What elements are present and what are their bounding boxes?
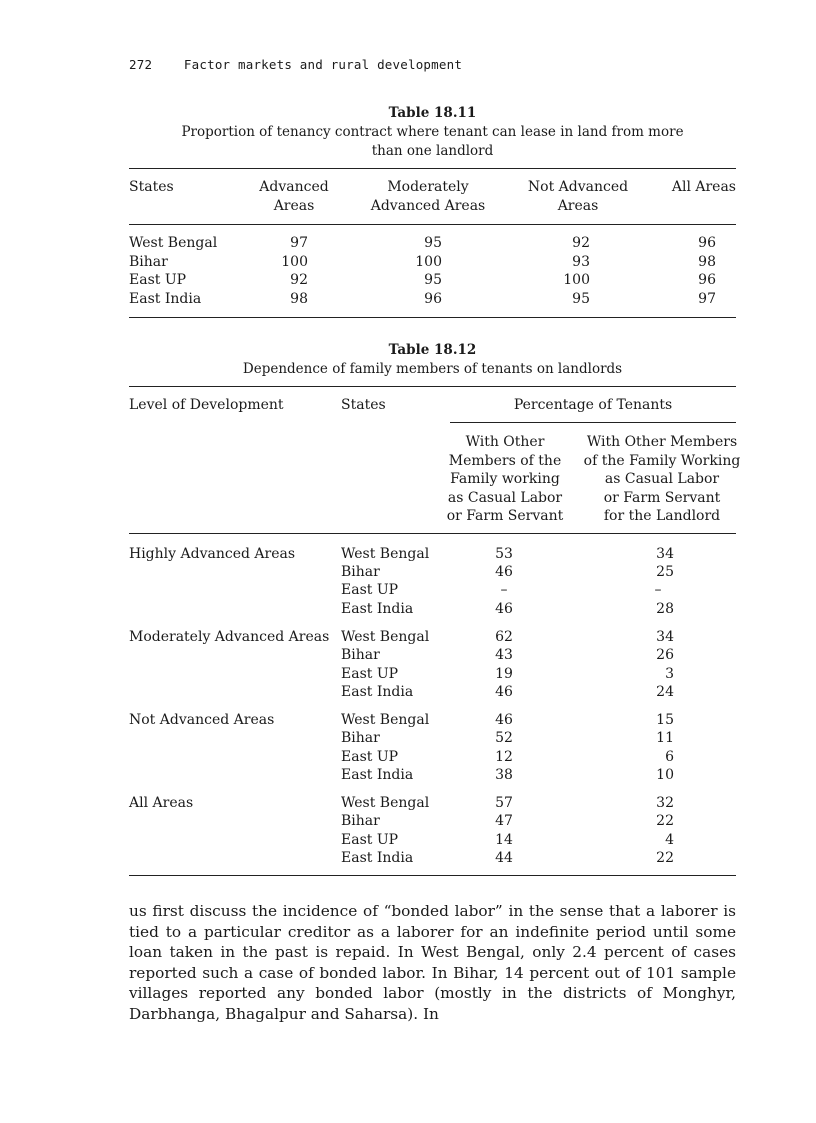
table-18-11-header-rule xyxy=(129,224,736,225)
table-18-11-caption xyxy=(129,104,736,161)
table-18-12-caption xyxy=(129,341,736,379)
t2-percentage-rule xyxy=(450,422,736,423)
running-head xyxy=(129,57,462,72)
body-paragraph: us first discuss the incidence of “bonded labor” in the sense that a laborer is tied to a particular creditor as a laborer for an indefinite period until some loan taken in the past is repaid. In West Bengal, only 2.4 percent of cases reported such a case of bonded labor. In Bihar, 14 percent out of 101 sample villages reported any bonded labor (mostly in the districts of Monghyr, Darbhanga, Bhagalpur and Saharsa). In xyxy=(129,902,736,1023)
t2-header-col-a: With Other Members of the Family working as Casual Labor or Farm Servant xyxy=(446,434,564,525)
t2-group-label: Not Advanced Areas xyxy=(129,711,275,728)
t2-header-percentage: Percentage of Tenants xyxy=(513,397,673,413)
t1-header-states: States xyxy=(129,179,174,195)
running-head-title: Factor markets and rural development xyxy=(183,57,463,72)
t2-group-label: Moderately Advanced Areas xyxy=(129,629,330,645)
t1-header-moderately: Moderately Advanced Areas xyxy=(370,179,486,214)
t1-header-not-advanced: Not Advanced Areas xyxy=(527,179,629,214)
table-18-12-caption-text: Dependence of family members of tenants on landlords xyxy=(242,361,623,377)
page-number: 272 xyxy=(129,57,153,72)
t1-header-all-areas: All Areas xyxy=(671,179,736,195)
t2-group-label: Highly Advanced Areas xyxy=(129,546,296,562)
t2-header-states: States xyxy=(341,397,386,413)
table-18-12-top-rule xyxy=(129,386,736,387)
table-18-12-header-rule xyxy=(129,533,736,534)
table-18-11-bottom-rule xyxy=(129,317,736,318)
t2-header-level: Level of Development xyxy=(129,397,284,413)
table-18-12-bottom-rule xyxy=(129,875,736,876)
table-18-11-top-rule xyxy=(129,168,736,169)
t2-group-label: All Areas xyxy=(129,794,194,811)
t2-header-col-b: With Other Members of the Family Working as Casual Labor or Farm Servant for the Landlord xyxy=(583,434,741,525)
table-18-11-caption-line1: Proportion of tenancy contract where tenant can lease in land from more xyxy=(181,124,684,140)
table-18-12-number: Table 18.12 xyxy=(388,342,477,358)
t1-header-advanced: Advanced Areas xyxy=(259,179,329,214)
table-18-11-caption-line2: than one landlord xyxy=(371,143,494,159)
table-18-11-number: Table 18.11 xyxy=(388,105,477,121)
